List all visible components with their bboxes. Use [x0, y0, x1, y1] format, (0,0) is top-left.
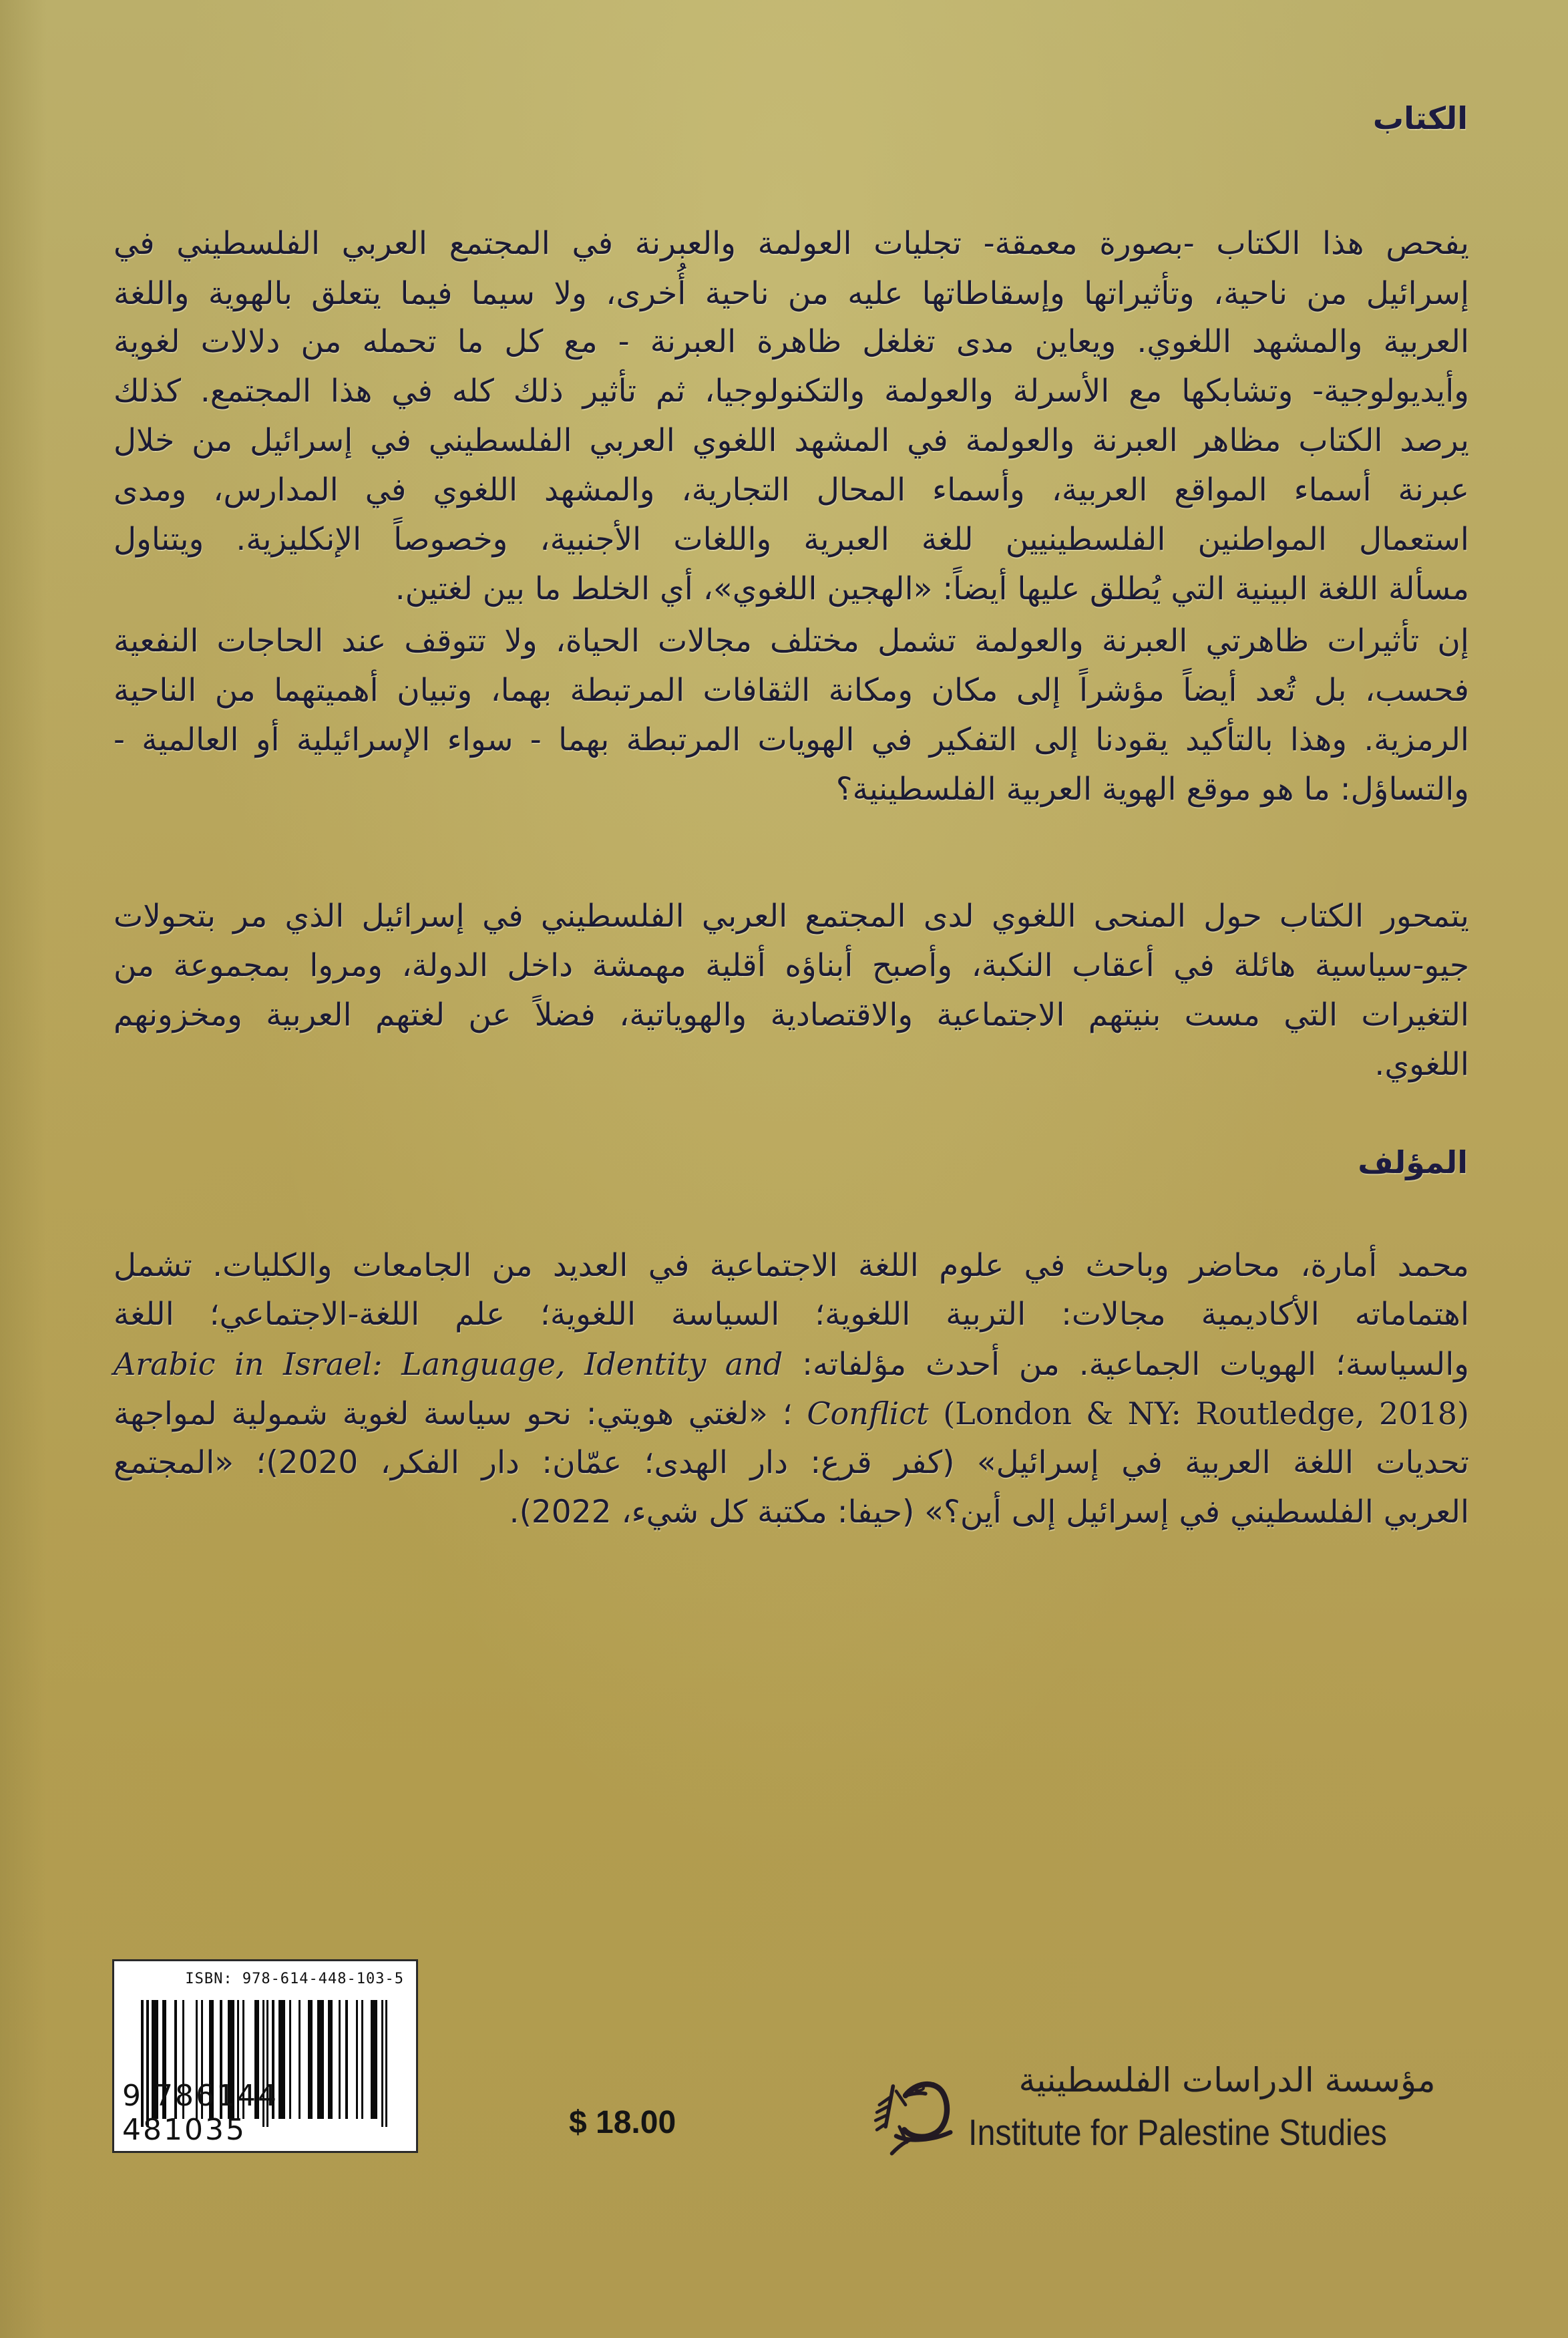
publisher-name-english: Institute for Palestine Studies — [968, 2112, 1387, 2153]
book-p2-line-3: الرمزية. وهذا بالتأكيد يقودنا إلى التفكير في الهويات المرتبطة بهما - سواء الإسرائيلية أو العالمية - — [114, 721, 1469, 758]
book-heading: الكتاب — [1372, 100, 1468, 136]
barcode-number: 9 786144 481035 — [122, 2079, 278, 2147]
book-p1-line-7: استعمال المواطنين الفلسطينيين للغة العبرية واللغات الأجنبية، وخصوصاً الإنكليزية. ويتناول — [114, 521, 1469, 558]
english-title-part2: Conflict — [807, 1395, 929, 1432]
book-p2-line-2: فحسب، بل تُعد أيضاً مؤشراً إلى مكان ومكانة الثقافات المرتبطة بهما، وتبيان أهميتهما من الناحية — [114, 672, 1469, 709]
author-line-6: العربي الفلسطيني في إسرائيل إلى أين؟» (حيفا: مكتبة كل شيء، 2022). — [509, 1494, 1469, 1530]
book-p3-line-2: جيو-سياسية هائلة في أعقاب النكبة، وأصبح أبناؤه أقلية مهمشة داخل الدولة، ومروا بمجموعة من — [114, 947, 1469, 984]
author-line-1: محمد أمارة، محاضر وباحث في علوم اللغة الاجتماعية في العديد من الجامعات والكليات. تشمل — [114, 1247, 1469, 1284]
book-p1-line-1: يفحص هذا الكتاب -بصورة معمقة- تجليات العولمة والعبرنة في المجتمع العربي الفلسطيني في — [114, 225, 1469, 262]
book-p1-line-6: عبرنة أسماء المواقع العربية، وأسماء المحال التجارية، والمشهد اللغوي في المدارس، ومدى — [114, 472, 1469, 508]
book-p1-line-4: وأيديولوجية- وتشابكها مع الأسرلة والعولمة والتكنولوجيا، ثم تأثير ذلك كله في هذا المجتمع. كذلك — [114, 373, 1469, 409]
english-title-part1: Arabic in Israel: Language, Identity and — [114, 1346, 783, 1382]
book-p1-line-5: يرصد الكتاب مظاهر العبرنة والعولمة في المشهد اللغوي العربي الفلسطيني في إسرائيل من خلال — [114, 422, 1469, 459]
author-line-2: اهتماماته الأكاديمية مجالات: التربية اللغوية؛ السياسة اللغوية؛ علم اللغة-الاجتماعي؛ اللغة — [114, 1296, 1469, 1333]
price: $ 18.00 — [569, 2105, 676, 2140]
book-p3-line-1: يتمحور الكتاب حول المنحى اللغوي لدى المجتمع العربي الفلسطيني في إسرائيل الذي مر بتحولات — [114, 898, 1469, 935]
author-line-3-arabic: والسياسة؛ الهويات الجماعية. من أحدث مؤلفاته: — [802, 1346, 1469, 1383]
isbn-label: ISBN: 978-614-448-103-5 — [185, 1971, 404, 1987]
book-p3-line-3: التغيرات التي مست بنيتهم الاجتماعية والاقتصادية والهوياتية، فضلاً عن لغتهم العربية ومخزونهم — [114, 997, 1469, 1033]
arabic-title-start: ؛ «لغتي هويتي: نحو سياسة لغوية شمولية لمواجهة — [114, 1395, 793, 1432]
book-p2-line-4: والتساؤل: ما هو موقع الهوية العربية الفلسطينية؟ — [835, 771, 1469, 808]
page-edge-shadow — [0, 0, 47, 2338]
author-line-5: تحديات اللغة العربية في إسرائيل» (كفر قرع: دار الهدى؛ عمّان: دار الفكر، 2020)؛ «المجتمع — [114, 1444, 1469, 1481]
book-p3-line-4: اللغوي. — [1374, 1046, 1469, 1083]
english-pub-info: (London & NY: Routledge, 2018) — [943, 1395, 1469, 1432]
book-p1-line-2: إسرائيل من ناحية، وتأثيراتها وإسقاطاتها عليه من ناحية أُخرى، ولا سيما فيما يتعلق بالهوية واللغة — [114, 275, 1469, 312]
bird-logo-icon — [868, 2067, 962, 2161]
author-heading: المؤلف — [1358, 1144, 1468, 1180]
book-p1-line-3: العربية والمشهد اللغوي. ويعاين مدى تغلغل ظاهرة العبرنة - مع كل ما تحمله من دلالات لغوية — [114, 323, 1469, 360]
book-p2-line-1: إن تأثيرات ظاهرتي العبرنة والعولمة تشمل مختلف مجالات الحياة، ولا تتوقف عند الحاجات النفعية — [114, 623, 1469, 659]
isbn-barcode — [112, 1959, 418, 2153]
publisher-name-arabic: مؤسسة الدراسات الفلسطينية — [1018, 2061, 1436, 2100]
author-line-4 — [114, 1393, 1469, 1434]
book-p1-line-8: مسألة اللغة البينية التي يُطلق عليها أيضاً: «الهجين اللغوي»، أي الخلط ما بين لغتين. — [395, 570, 1469, 607]
author-line-3 — [114, 1344, 1469, 1385]
